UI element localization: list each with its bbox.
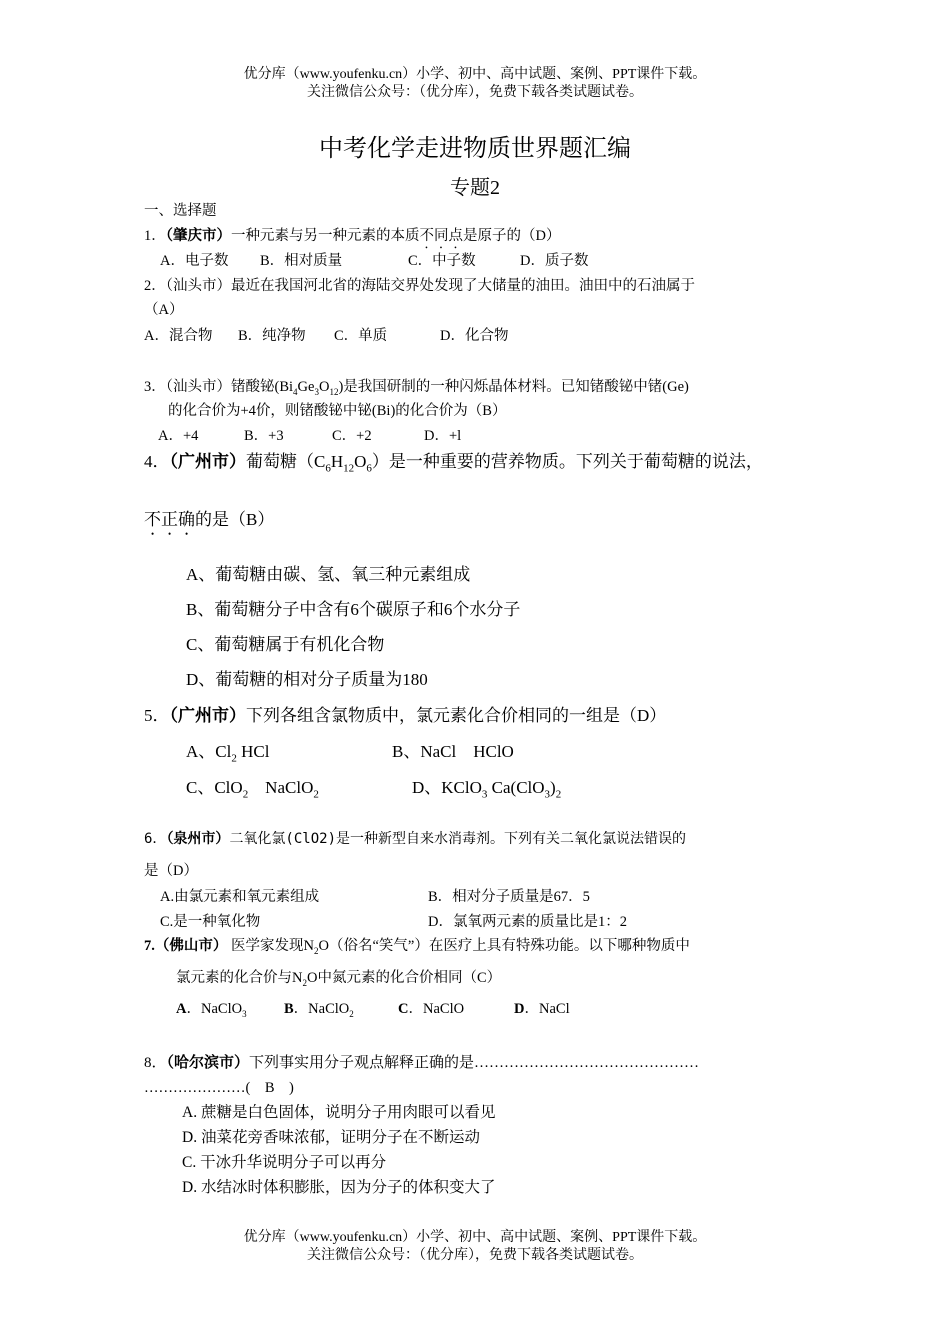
page-footer	[0, 1229, 950, 1265]
question-5-option-b: B、NaCl HClO	[392, 742, 514, 761]
question-7-option-d-text: ．NaCl	[524, 1001, 570, 1017]
question-4-sub-2: 12	[343, 462, 355, 475]
question-5-option-c	[186, 776, 319, 806]
question-6-source: （泉州市）	[166, 831, 230, 847]
question-5-option-d-sub-3: 2	[555, 788, 562, 801]
footer-line-1: 优分库（www.youfenku.cn）小学、初中、高中试题、案例、PPT课件下载。	[243, 1230, 707, 1245]
question-1-text-b: 是原子的（D）	[463, 228, 561, 244]
question-7-text-a: 医学家发现N	[227, 938, 314, 954]
question-6-option-a: A.由氯元素和氧元素组成	[160, 889, 320, 905]
question-3-option-c: C．+2	[332, 428, 372, 444]
question-6-number: 6．	[144, 831, 167, 847]
question-2-option-b: B．纯净物	[238, 328, 306, 344]
section-heading: 一、选择题	[144, 203, 217, 219]
question-2-option-d: D．化合物	[440, 328, 509, 344]
question-7-option-a-label: A	[176, 1001, 187, 1017]
question-5-option-d-text-b: Ca(ClO	[487, 778, 545, 797]
question-5-option-a-text: A、Cl	[186, 742, 232, 761]
question-4-sub-1: 6	[325, 462, 331, 475]
question-5-option-a-sub: 2	[231, 752, 237, 765]
question-4-emphasis: 不正确	[144, 510, 195, 529]
header-line-1: 优分库（www.youfenku.cn）小学、初中、高中试题、案例、PPT课件下载。	[243, 67, 707, 82]
question-5-number: 5．	[144, 706, 170, 725]
question-5-option-a	[186, 740, 269, 770]
question-4-sub-3: 6	[366, 462, 372, 475]
question-7-line-2-sub: 2	[302, 977, 307, 988]
question-4-text-d: ）是一种重要的营养物质。下列关于葡萄糖的说法，	[371, 452, 763, 471]
question-3-sub-3: 12	[329, 386, 339, 397]
question-8-number: 8．	[144, 1055, 167, 1071]
question-4-line-2	[144, 508, 274, 539]
question-7-option-a-text: ．NaClO	[186, 1001, 243, 1017]
question-6-line-1	[144, 829, 686, 849]
question-8-option-a: A. 蔗糖是白色固体，说明分子用肉眼可以看见	[182, 1104, 496, 1121]
question-3-text-a: 3．（汕头市）锗酸铋(Bi	[144, 379, 294, 395]
question-3-sub-2: 3	[314, 386, 319, 397]
question-4-option-a: A、葡萄糖由碳、氢、氧三种元素组成	[186, 565, 471, 584]
question-8-option-b: D. 油菜花旁香味浓郁，证明分子在不断运动	[182, 1129, 480, 1146]
question-5-option-d	[412, 776, 561, 806]
question-7-option-c-label: C	[398, 1001, 409, 1017]
question-1-text-a: 一种元素与另一种元素的本质	[231, 228, 420, 244]
question-5-text: 下列各组含氯物质中，氯元素化合价相同的一组是（D）	[246, 706, 667, 725]
question-4-text-a: 葡萄糖（C	[246, 452, 326, 471]
question-7-source: （佛山市）	[154, 938, 228, 954]
question-3-text-d: )是我国研制的一种闪烁晶体材料。已知锗酸铋中锗(Ge)	[338, 379, 689, 395]
question-3-sub-1: 4	[293, 386, 298, 397]
question-3-text-b: Ge	[297, 379, 315, 395]
question-1-number: 1．	[144, 228, 166, 244]
question-7-line-2-text-a: 氯元素的化合价与N	[176, 970, 303, 986]
question-7-option-b-label: B	[284, 1001, 294, 1017]
page-subtitle: 专题2	[450, 177, 500, 199]
question-7-option-d	[514, 999, 570, 1019]
question-4-source: （广州市）	[169, 452, 246, 471]
question-2-line-2: （A）	[144, 302, 184, 318]
question-5-option-c-text: C、ClO	[186, 778, 243, 797]
question-8-option-c: C. 干冰升华说明分子可以再分	[182, 1154, 387, 1171]
question-8-line-1	[144, 1053, 699, 1073]
question-3-line-2: 的化合价为+4价，则锗酸铋中铋(Bi)的化合价为（B）	[168, 403, 507, 419]
question-6-option-c: C.是一种氧化物	[160, 914, 261, 930]
question-7-option-b	[284, 999, 354, 1024]
question-8-text: 下列事实用分子观点解释正确的是………………………………………	[249, 1055, 700, 1071]
question-7-sub-1: 2	[313, 945, 319, 956]
question-7-line-2-text-b: O中氮元素的化合价相同（C）	[306, 970, 502, 986]
footer-line-2: 关注微信公众号：（优分库），免费下载各类试题试卷。	[307, 1248, 643, 1263]
question-4-line-1	[144, 450, 763, 480]
question-2-option-c: C．单质	[334, 328, 388, 344]
question-1-option-a: A．电子数	[160, 253, 229, 269]
question-8-source: （哈尔滨市）	[166, 1055, 250, 1071]
question-7-number: 7.	[144, 938, 155, 954]
question-5-option-a-text-b: HCl	[236, 742, 270, 761]
question-5-option-d-text: D、KClO	[412, 778, 482, 797]
question-6-text: 二氧化氯(ClO2)是一种新型自来水消毒剂。下列有关二氧化氯说法错误的	[229, 831, 687, 847]
question-4-text-rest: 的是（B）	[195, 510, 275, 529]
question-8-option-d: D. 水结冰时体积膨胀，因为分子的体积变大了	[182, 1179, 496, 1196]
question-7-option-c-text: ．NaClO	[408, 1001, 465, 1017]
question-6-line-2: 是（D）	[144, 863, 198, 879]
question-6-option-b: B．相对分子质量是67．5	[428, 889, 590, 905]
question-4-option-c: C、葡萄糖属于有机化合物	[186, 635, 385, 654]
question-7-option-a-sub: 3	[242, 1008, 247, 1019]
question-7-option-b-sub: 2	[349, 1008, 354, 1019]
question-5-option-d-sub-2: 3	[544, 788, 551, 801]
question-7-option-d-label: D	[514, 1001, 525, 1017]
question-6-option-d: D．氯氧两元素的质量比是1：2	[428, 914, 627, 930]
question-7-option-c	[398, 999, 464, 1019]
question-1-emphasis: 不同点	[419, 228, 463, 244]
question-5	[144, 704, 666, 728]
question-4-option-d: D、葡萄糖的相对分子质量为180	[186, 670, 428, 689]
question-1-option-b: B．相对质量	[260, 253, 343, 269]
question-4-option-b: B、葡萄糖分子中含有6个碳原子和6个水分子	[186, 600, 521, 619]
question-8-line-2: …………………( B )	[144, 1080, 294, 1096]
question-7-option-a	[176, 999, 247, 1024]
header-line-2: 关注微信公众号：（优分库），免费下载各类试题试卷。	[307, 85, 643, 100]
question-4-number: 4．	[144, 452, 170, 471]
question-7-line-1	[144, 936, 690, 961]
question-3-option-a: A．+4	[158, 428, 199, 444]
question-1	[144, 226, 560, 252]
page-title: 中考化学走进物质世界题汇编	[319, 136, 631, 162]
question-2-option-a: A．混合物	[144, 328, 213, 344]
question-3-line-1	[144, 377, 689, 402]
question-3-text-c: O	[318, 379, 330, 395]
question-5-option-d-text-c: )	[550, 778, 556, 797]
question-2-line-1: 2．（汕头市）最近在我国河北省的海陆交界处发现了大储量的油田。油田中的石油属于	[144, 278, 695, 294]
question-3-option-b: B．+3	[244, 428, 284, 444]
question-5-option-c-text-b: NaClO	[248, 778, 314, 797]
question-4-text-c: O	[354, 452, 367, 471]
question-5-option-c-sub-2: 2	[313, 788, 319, 801]
question-5-option-c-sub-1: 2	[242, 788, 249, 801]
question-7-text-b: O（俗名“笑气”）在医疗上具有特殊功能。以下哪种物质中	[318, 938, 690, 954]
question-4-text-b: H	[330, 452, 344, 471]
question-7-line-2	[176, 968, 501, 993]
question-1-source: （肇庆市）	[165, 228, 231, 244]
question-3-option-d: D．+l	[424, 428, 462, 444]
question-7-option-b-text: ．NaClO	[293, 1001, 350, 1017]
question-5-option-d-sub-1: 3	[481, 788, 488, 801]
question-1-option-c: C．中子数	[408, 253, 476, 269]
question-5-source: （广州市）	[169, 706, 246, 725]
page-header	[0, 66, 950, 102]
question-1-option-d: D．质子数	[520, 253, 589, 269]
